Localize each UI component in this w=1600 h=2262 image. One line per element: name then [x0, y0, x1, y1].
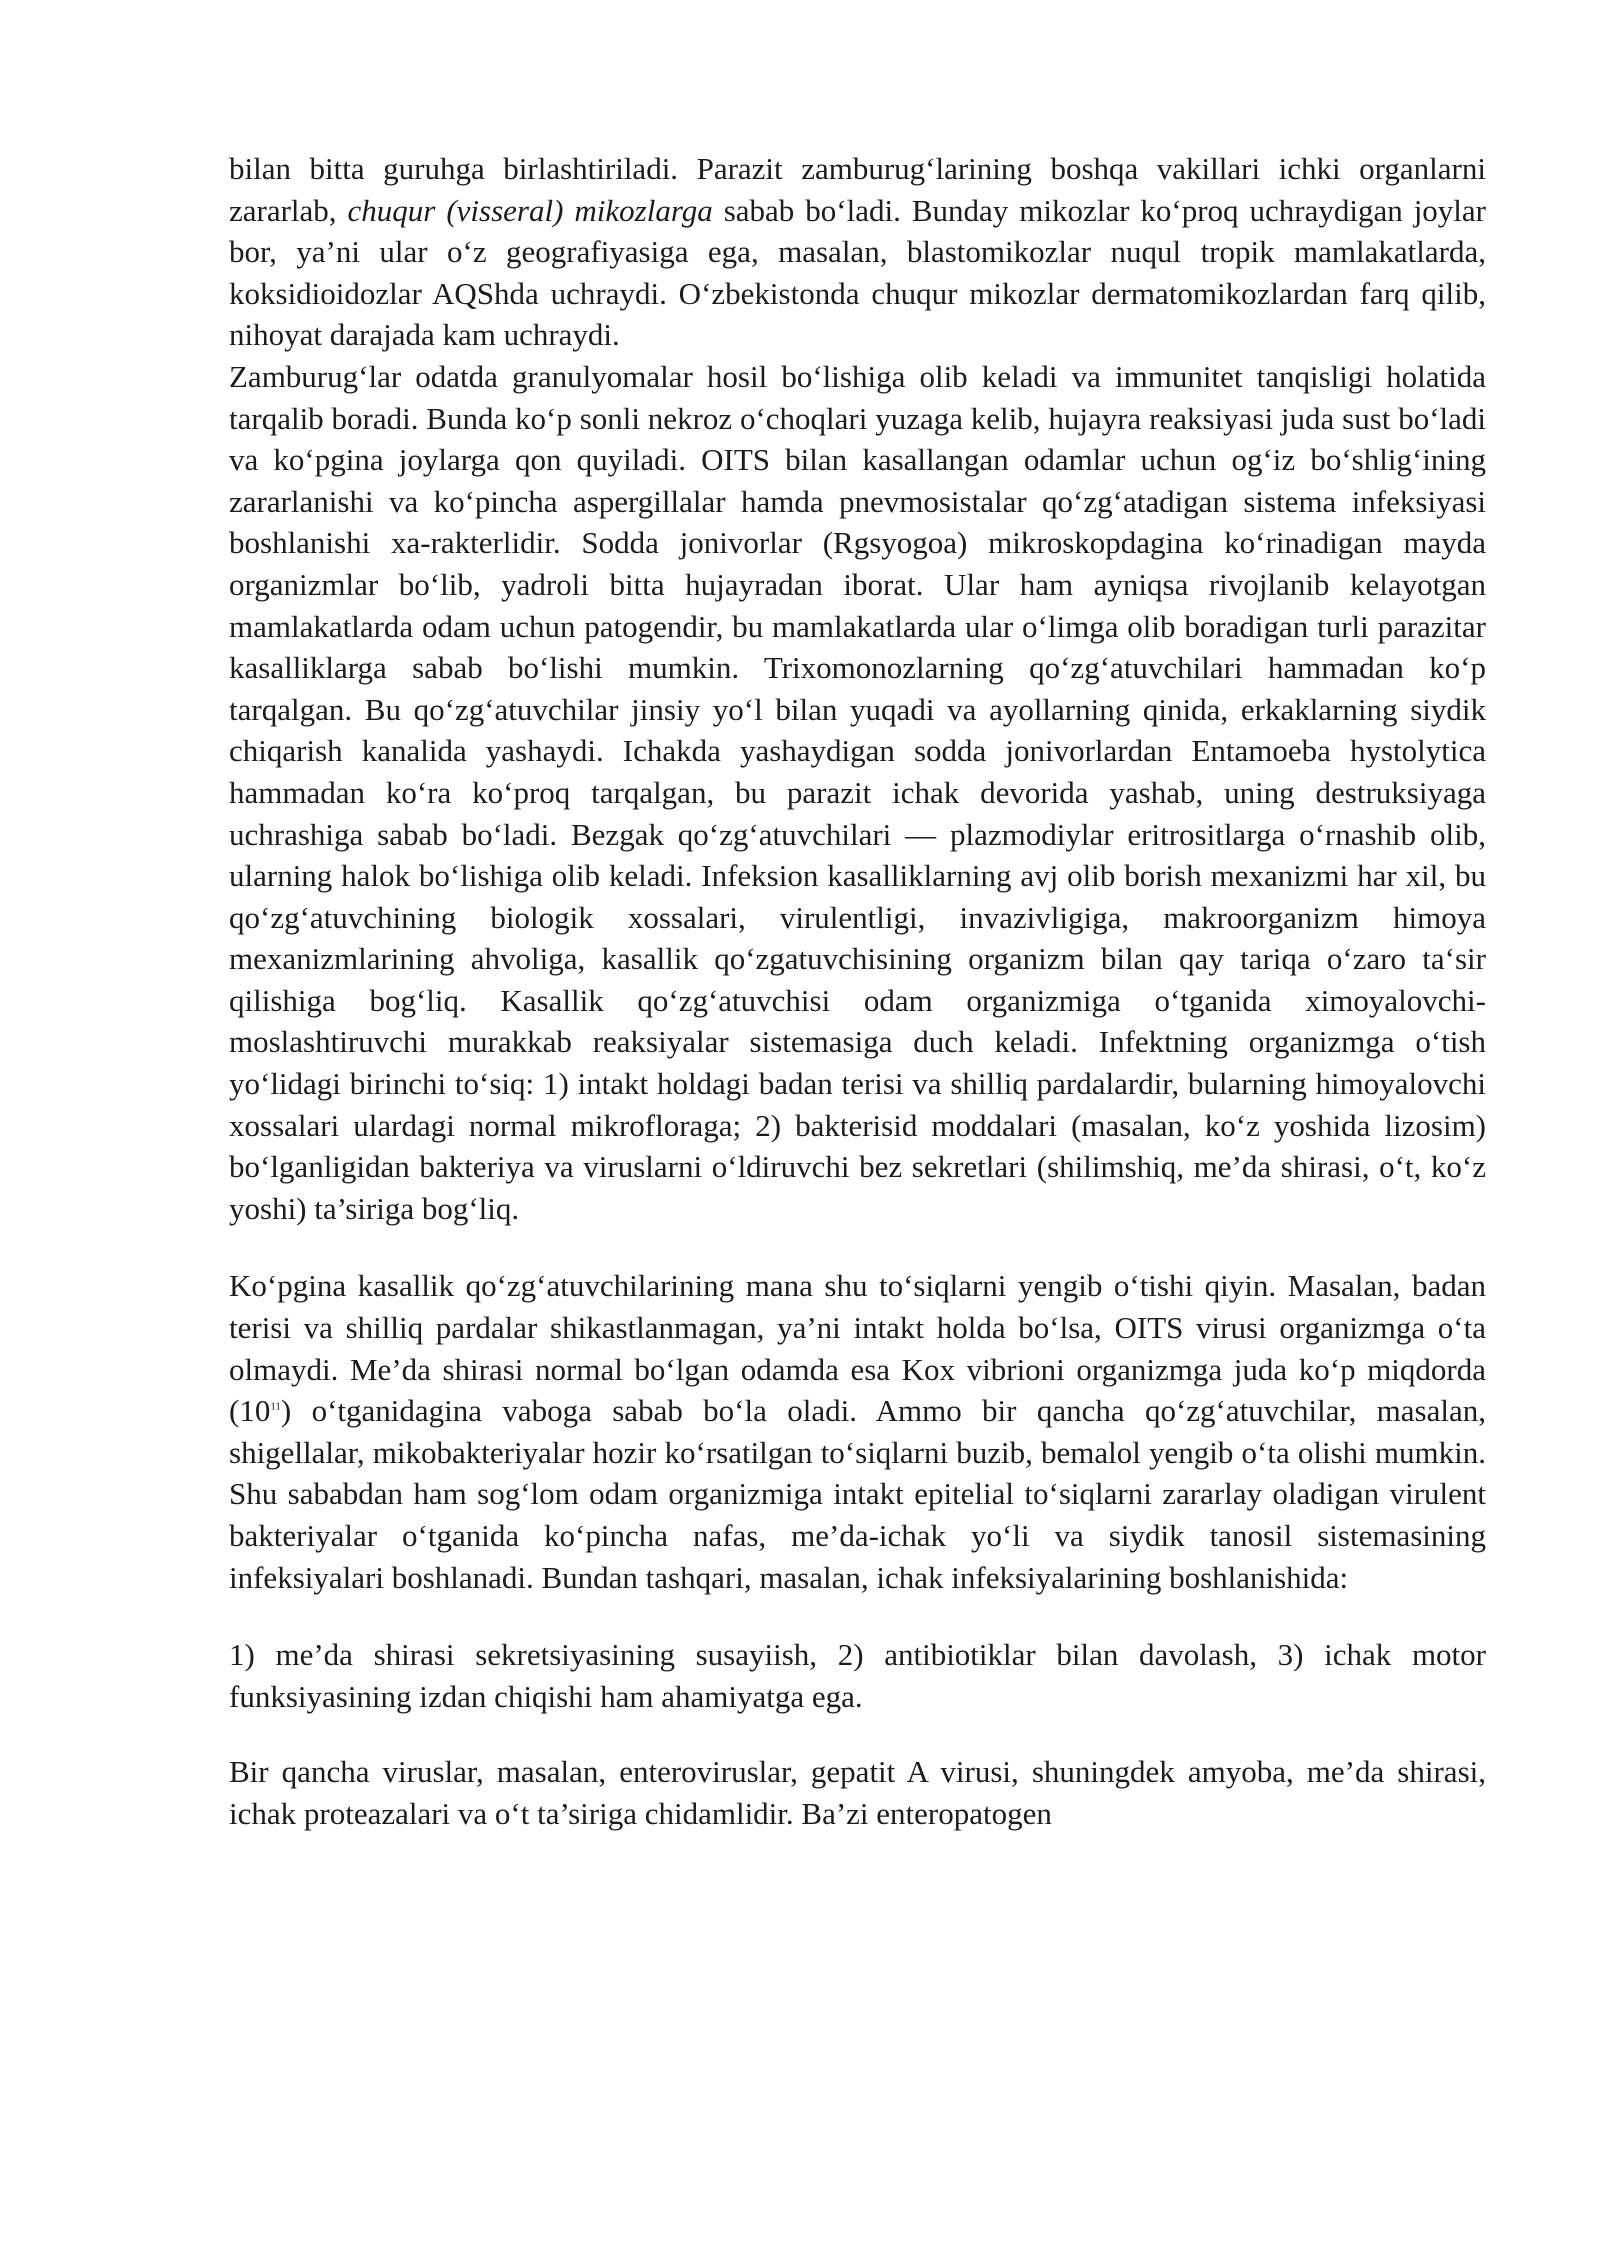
- paragraph-factors-list: 1) me’da shirasi sekretsiyasining susayiish, 2) antibiotiklar bilan davolash, 3) ichak motor funksiyasining izdan chiqishi ham ahamiyatga ega.: [229, 1637, 1486, 1714]
- paragraph-fungi-protozoa: Zamburugʻlar odatda granulyomalar hosil boʻlishiga olib keladi va immunitet tanqisligi holatida tarqalib boradi. Bunda koʻp sonli nekroz oʻchoqlari yuzaga kelib, hujayra reaksiyasi juda sust boʻladi va koʻpgina joylarga qon quyiladi. OITS bilan kasallangan odamlar uchun ogʻiz boʻshligʻining zararlanishi va koʻpincha aspergillalar hamda pnevmosistalar qoʻzgʻatadigan sistema infeksiyasi boshlanishi xa-rakterlidir. Sodda jonivorlar (Rgsyogoa) mikroskopdagina koʻrinadigan mayda organizmlar boʻlib, yadroli bitta hujayradan iborat. Ular ham ayniqsa rivojlanib kelayotgan mamlakatlarda odam uchun patogendir, bu mamlakatlarda ular oʻlimga olib boradigan turli parazitar kasalliklarga sabab boʻlishi mumkin. Trixomonozlarning qoʻzgʻatuvchilari hammadan koʻp tarqalgan. Bu qoʻzgʻatuvchilar jinsiy yoʻl bilan yuqadi va ayollarning qinida, erkaklarning siydik chiqarish kanalida yashaydi. Ichakda yashaydigan sodda jonivorlardan Entamoeba hystolytica hammadan koʻra koʻproq tarqalgan, bu parazit ichak devorida yashab, uning destruksiyaga uchrashiga sabab boʻladi. Bezgak qoʻzgʻatuvchilari — plazmodiylar eritrositlarga oʻrnashib olib, ularning halok boʻlishiga olib keladi. Infeksion kasalliklarning avj olib borish mexanizmi har xil, bu qoʻzgʻatuvchining biologik xossalari, virulentligi, invazivligiga, makroorganizm himoya mexanizmlarining ahvoliga, kasallik qoʻzgatuvchisining organizm bilan qay tariqa oʻzaro taʻsir qilishiga bogʻliq. Kasallik qoʻzgʻatuvchisi odam organizmiga oʻtganida ximoyalovchi-moslashtiruvchi murakkab reaksiyalar sistemasiga duch keladi. Infektning organizmga oʻtish yoʻlidagi birinchi toʻsiq: 1) intakt holdagi badan terisi va shilliq pardalardir, bularning himoyalovchi xossalari ulardagi normal mikrofloraga; 2) bakterisid moddalari (masalan, koʻz yoshida lizosim) boʻlganligidan bakteriya va viruslarni oʻldiruvchi bez sekretlari (shilimshiq, me’da shirasi, oʻt, koʻz yoshi) ta’siriga bogʻliq.: [229, 358, 1486, 1226]
- paragraph-barriers: [229, 1265, 1486, 1598]
- paragraph-mycoses-text-b: sabab boʻladi. Bunday mikozlar koʻproq uchraydigan joylar bor, ya’ni ular oʻz geografiyasiga ega, masalan, blastomikozlar nuqul tropik mamlakatlarda, koksidioidozlar AQShda uchraydi. Oʻzbekistonda chuqur mikozlar dermatomikozlardan farq qilib, nihoyat darajada kam uchraydi.: [229, 192, 1487, 353]
- exponent-superscript: 11: [270, 1400, 281, 1413]
- paragraph-mycoses-text-a: bilan bitta guruhga birlashtiriladi. Parazit zamburugʻlarining boshqa vakillari ichki organlarni zararlab,: [229, 151, 1486, 228]
- paragraph-mycoses-italic: chuqur (visseral) mikozlarga: [347, 192, 713, 228]
- paragraph-barriers-text-a: Koʻpgina kasallik qoʻzgʻatuvchilarining mana shu toʻsiqlarni yengib oʻtishi qiyin. Masalan, badan terisi va shilliq pardalar shikastlanmagan, ya’ni intakt holda boʻlsa, OITS virusi organizmga oʻta olmaydi. Me’da shirasi normal boʻlgan odamda esa Kox vibrioni organizmga juda koʻp miqdorda (10: [229, 1268, 1486, 1429]
- paragraph-barriers-text-b: ) oʻtganidagina vaboga sabab boʻla oladi. Ammo bir qancha qoʻzgʻatuvchilar, masalan, shigellalar, mikobakteriyalar hozir koʻrsatilgan toʻsiqlarni buzib, bemalol yengib oʻta olishi mumkin. Shu sababdan ham sogʻlom odam organizmiga intakt epitelial toʻsiqlarni zararlay oladigan virulent bakteriyalar oʻtganida koʻpincha nafas, me’da-ichak yoʻli va siydik tanosil sistemasining infeksiyalari boshlanadi. Bundan tashqari, masalan, ichak infeksiyalarining boshlanishida:: [229, 1393, 1486, 1595]
- document-page: [229, 148, 1486, 1835]
- paragraph-mycoses: [229, 148, 1486, 356]
- paragraph-viruses: Bir qancha viruslar, masalan, enteroviruslar, gepatit A virusi, shuningdek amyoba, me’da shirasi, ichak proteazalari va oʻt ta’siriga chidamlidir. Ba’zi enteropatogen: [229, 1754, 1486, 1831]
